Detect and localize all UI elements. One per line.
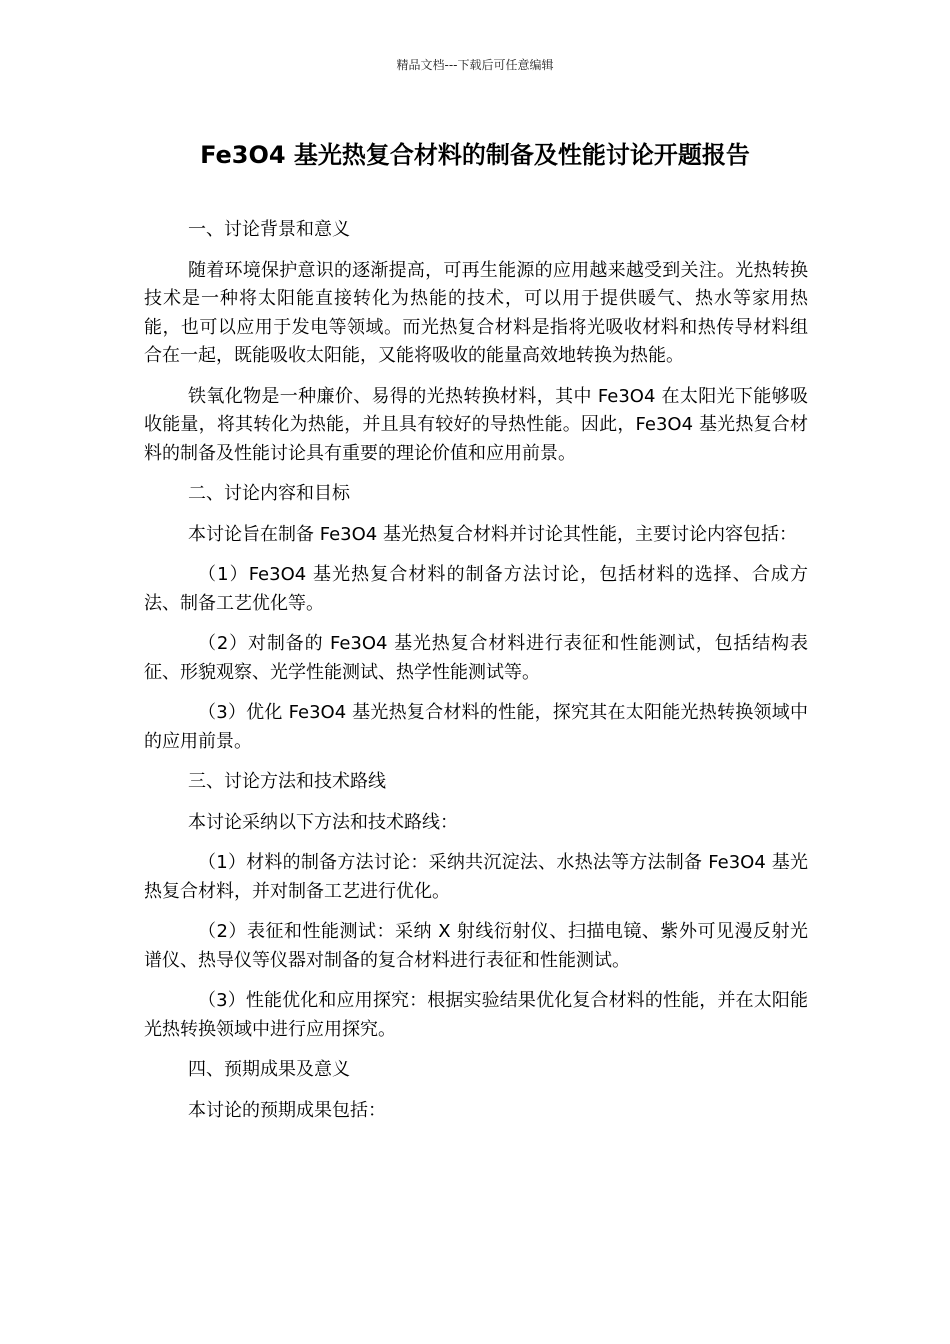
list-item-methods-3: （3）性能优化和应用探究：根据实验结果优化复合材料的性能，并在太阳能光热转换领域中进行应用探究。 (144, 990, 808, 1040)
list-item-methods-1: （1）材料的制备方法讨论：采纳共沉淀法、水热法等方法制备 Fe3O4 基光热复合材料，并对制备工艺进行优化。 (144, 852, 808, 902)
section-heading-background: 一、讨论背景和意义 (188, 219, 350, 240)
list-item-content-1: （1）Fe3O4 基光热复合材料的制备方法讨论，包括材料的选择、合成方法、制备工艺优化等。 (144, 564, 808, 614)
list-item-methods-2: （2）表征和性能测试：采纳 X 射线衍射仪、扫描电镜、紫外可见漫反射光谱仪、热导仪等仪器对制备的复合材料进行表征和性能测试。 (144, 921, 808, 971)
list-item-content-3: （3）优化 Fe3O4 基光热复合材料的性能，探究其在太阳能光热转换领域中的应用前景。 (144, 702, 808, 752)
paragraph-content-intro: 本讨论旨在制备 Fe3O4 基光热复合材料并讨论其性能，主要讨论内容包括： (188, 523, 797, 545)
header-note: 精品文档---下载后可任意编辑 (396, 58, 554, 72)
paragraph-methods-intro: 本讨论采纳以下方法和技术路线： (188, 811, 458, 833)
paragraph-background-1: 随着环境保护意识的逐渐提高，可再生能源的应用越来越受到关注。光热转换技术是一种将太阳能直接转化为热能的技术，可以用于提供暖气、热水等家用热能，也可以应用于发电等领域。而光热复合材料是指将光吸收材料和热传导材料组合在一起，既能吸收太阳能，又能将吸收的能量高效地转换为热能。 (144, 259, 808, 366)
section-heading-methods: 三、讨论方法和技术路线 (188, 771, 386, 792)
list-item-content-2: （2）对制备的 Fe3O4 基光热复合材料进行表征和性能测试，包括结构表征、形貌观察、光学性能测试、热学性能测试等。 (144, 633, 808, 683)
paragraph-outcomes-intro: 本讨论的预期成果包括： (188, 1099, 386, 1121)
document-title: Fe3O4 基光热复合材料的制备及性能讨论开题报告 (200, 141, 750, 169)
section-heading-content-goals: 二、讨论内容和目标 (188, 483, 350, 504)
section-heading-outcomes: 四、预期成果及意义 (188, 1059, 350, 1080)
paragraph-background-2: 铁氧化物是一种廉价、易得的光热转换材料，其中 Fe3O4 在太阳光下能够吸收能量，将其转化为热能，并且具有较好的导热性能。因此，Fe3O4 基光热复合材料的制备及性能讨论具有重要的理论价值和应用前景。 (144, 385, 808, 464)
document-body (144, 216, 808, 1137)
